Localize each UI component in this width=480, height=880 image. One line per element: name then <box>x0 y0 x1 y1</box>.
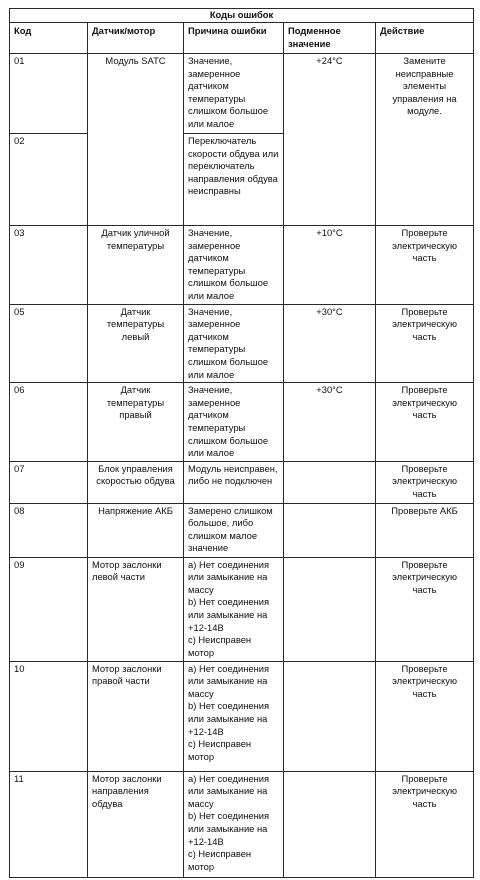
code-cell: 08 <box>10 503 88 557</box>
cause-item: c) Неисправен мотор <box>188 738 252 762</box>
cause-item: b) Нет соединения или замыкание на +12-14В <box>188 700 270 737</box>
table-title: Коды ошибок <box>10 9 474 23</box>
cause-item: b) Нет соединения или замыкание на +12-14В <box>188 596 270 633</box>
action-cell: Проверьте электрическую часть <box>376 461 474 503</box>
cause-item: a) Нет соединения или замыкание на массу <box>188 558 270 595</box>
value-cell <box>284 503 376 557</box>
cause-cell: Замерено слишком большое, либо слишком малое значение <box>184 503 284 557</box>
code-cell: 09 <box>10 557 88 661</box>
sensor-cell: Модуль SATC <box>88 54 184 226</box>
header-cause: Причина ошибки <box>184 23 284 54</box>
cause-item: b) Нет соединения или замыкание на +12-14В <box>188 810 270 847</box>
code-cell: 06 <box>10 383 88 462</box>
action-cell: Проверьте АКБ <box>376 503 474 557</box>
cause-item: c) Неисправен мотор <box>188 848 252 872</box>
cause-cell <box>184 771 284 877</box>
value-cell: +10°C <box>284 226 376 305</box>
code-cell: 10 <box>10 661 88 771</box>
action-cell: Проверьте электрическую часть <box>376 304 474 383</box>
action-cell: Проверьте электрическую часть <box>376 661 474 771</box>
cause-cell <box>184 661 284 771</box>
sensor-cell: Датчик температуры правый <box>88 383 184 462</box>
code-cell: 07 <box>10 461 88 503</box>
value-cell: +24°C <box>284 54 376 226</box>
header-value: Подменное значение <box>284 23 376 54</box>
sensor-cell: Напряжение АКБ <box>88 503 184 557</box>
action-cell: Замените неисправные элементы управления на модуле. <box>376 54 474 226</box>
cause-item: a) Нет соединения или замыкание на массу <box>188 662 270 699</box>
cause-cell: Значение, замеренное датчиком температуры слишком большое или малое <box>184 383 284 462</box>
table-row <box>10 503 474 557</box>
sensor-cell: Мотор заслонки направления обдува <box>88 771 184 877</box>
table-row <box>10 461 474 503</box>
cause-item: c) Неисправен мотор <box>188 634 252 658</box>
header-code: Код <box>10 23 88 54</box>
cause-item: a) Нет соединения или замыкание на массу <box>188 772 270 809</box>
value-cell <box>284 461 376 503</box>
value-cell <box>284 661 376 771</box>
value-cell <box>284 557 376 661</box>
value-cell <box>284 771 376 877</box>
code-cell: 03 <box>10 226 88 305</box>
cause-cell: Значение, замеренное датчиком температуры слишком большое или малое <box>184 304 284 383</box>
value-cell: +30°C <box>284 383 376 462</box>
header-sensor: Датчик/мотор <box>88 23 184 54</box>
cause-cell: Значение, замеренное датчиком температуры слишком большое или малое <box>184 226 284 305</box>
sensor-cell: Датчик уличной температуры <box>88 226 184 305</box>
error-codes-table <box>9 8 474 878</box>
table-row <box>10 226 474 305</box>
cause-cell <box>184 557 284 661</box>
sensor-cell: Датчик температуры левый <box>88 304 184 383</box>
code-cell: 11 <box>10 771 88 877</box>
code-cell: 05 <box>10 304 88 383</box>
table-row <box>10 771 474 877</box>
value-cell: +30°C <box>284 304 376 383</box>
table-row <box>10 54 474 134</box>
action-cell: Проверьте электрическую часть <box>376 771 474 877</box>
header-action: Действие <box>376 23 474 54</box>
action-cell: Проверьте электрическую часть <box>376 383 474 462</box>
table-row <box>10 304 474 383</box>
table-row <box>10 383 474 462</box>
sensor-cell: Блок управления скоростью обдува <box>88 461 184 503</box>
cause-cell: Значение, замеренное датчиком температуры слишком большое или малое <box>184 54 284 134</box>
code-cell: 02 <box>10 134 88 226</box>
code-cell: 01 <box>10 54 88 134</box>
table-row <box>10 661 474 771</box>
table-row <box>10 557 474 661</box>
cause-cell: Переключатель скорости обдува или переключатель направления обдува неисправны <box>184 134 284 226</box>
sensor-cell: Мотор заслонки правой части <box>88 661 184 771</box>
sensor-cell: Мотор заслонки левой части <box>88 557 184 661</box>
action-cell: Проверьте электрическую часть <box>376 226 474 305</box>
action-cell: Проверьте электрическую часть <box>376 557 474 661</box>
cause-cell: Модуль неисправен, либо не подключен <box>184 461 284 503</box>
